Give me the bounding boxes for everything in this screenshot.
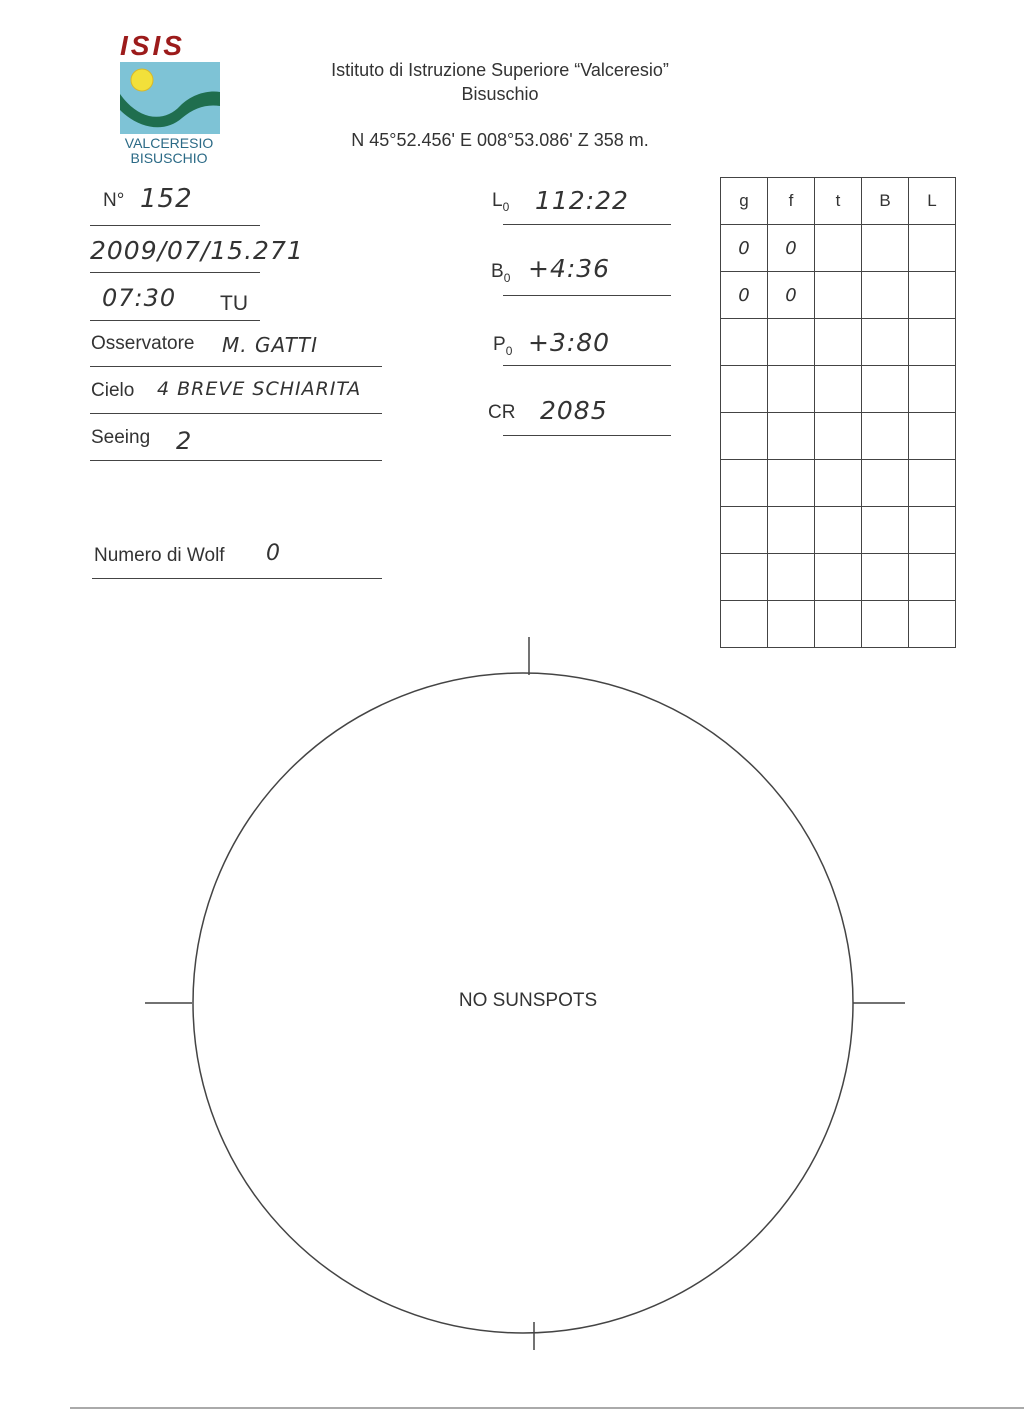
l0-subscript: 0 [502, 199, 510, 214]
p0-subscript: 0 [505, 343, 513, 358]
header-g: g [721, 178, 768, 225]
p0-letter: P [493, 334, 506, 355]
b0-subscript: 0 [503, 270, 511, 285]
logo-wordmark: ISIS [120, 30, 185, 61]
header-f: f [768, 178, 815, 225]
date-value: 2009/07/15.271 [90, 236, 304, 265]
seeing-label: Seeing [91, 427, 151, 448]
table-cell: 0 [721, 272, 768, 319]
observer-label: Osservatore [91, 333, 195, 354]
b0-letter: B [491, 261, 504, 282]
table-cell: 0 [768, 272, 815, 319]
number-value: 152 [140, 184, 193, 214]
no-sunspots-note: NO SUNSPOTS [458, 990, 598, 1011]
wolf-label: Numero di Wolf [94, 545, 225, 566]
header-B: B [862, 178, 909, 225]
header-L: L [909, 178, 956, 225]
sky-value: 4 BREVE SCHIARITA [157, 378, 362, 400]
cr-label: CR [488, 402, 516, 423]
seeing-value: 2 [176, 427, 193, 455]
sky-label: Cielo [91, 380, 135, 401]
table-cell: 0 [721, 225, 768, 272]
l0-value: 112:22 [535, 186, 629, 215]
logo-school-line2: BISUSCHIO [130, 150, 208, 166]
header-t: t [815, 178, 862, 225]
table-cell: 0 [768, 225, 815, 272]
observer-value: M. GATTI [222, 333, 319, 357]
time-unit: TU [220, 292, 248, 315]
institute-line2: Bisuschio [461, 84, 539, 104]
logo-school-line1: VALCERESIO [124, 135, 214, 151]
number-label: N° [103, 190, 125, 211]
observatory-coordinates: N 45°52.456' E 008°53.086' Z 358 m. [351, 130, 649, 150]
l0-letter: L [492, 190, 503, 211]
wolf-value: 0 [266, 541, 281, 566]
time-value: 07:30 [102, 284, 177, 312]
cr-value: 2085 [540, 396, 608, 425]
p0-value: +3:80 [528, 328, 611, 357]
institute-line1: Istituto di Istruzione Superiore “Valceresio” [331, 60, 669, 80]
b0-value: +4:36 [528, 254, 611, 283]
